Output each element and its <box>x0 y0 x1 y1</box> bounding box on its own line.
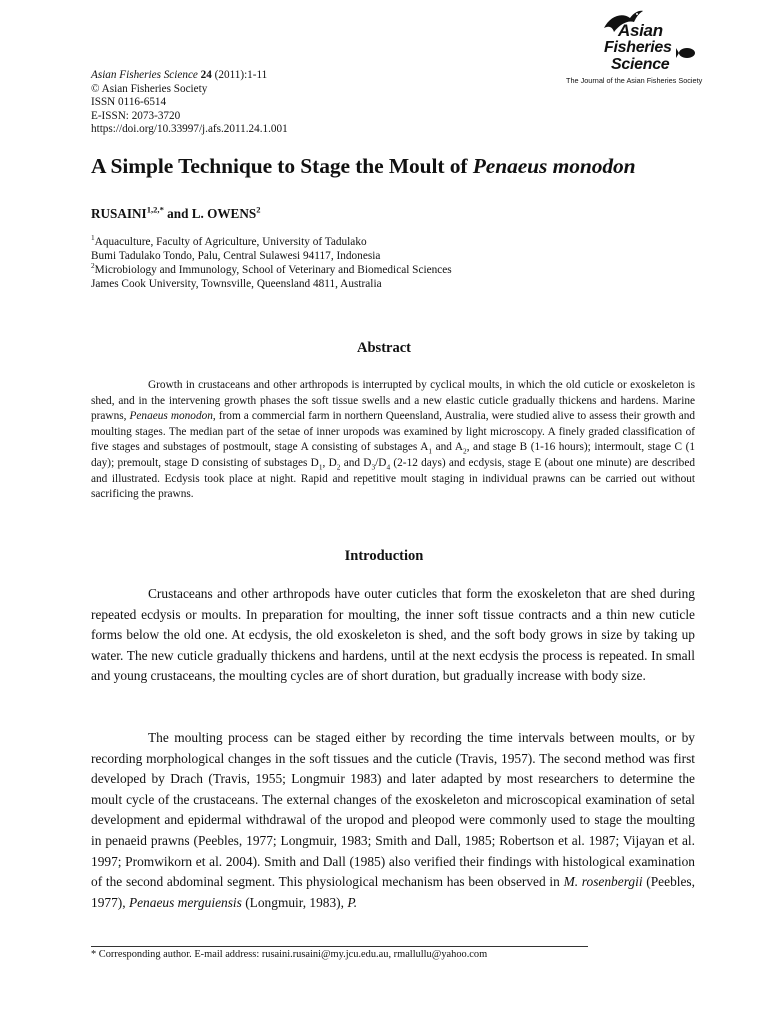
logo-tagline: The Journal of the Asian Fisheries Society <box>566 76 703 85</box>
journal-metadata <box>91 69 288 137</box>
journal-logo <box>566 8 716 90</box>
affiliation-1: $^1$Aquaculture, Faculty of Agriculture, University of Tadulako <box>91 233 367 248</box>
introduction-heading: Introduction <box>344 548 424 564</box>
affiliation-2-address: James Cook University, Townsville, Queensland 4811, Australia <box>91 278 382 290</box>
affiliation-1-address: Bumi Tadulako Tondo, Palu, Central Sulawesi 94117, Indonesia <box>91 250 381 262</box>
logo-word-asian: Asian <box>618 21 663 40</box>
fish-icon <box>676 46 698 60</box>
issn: ISSN 0116-6514 <box>91 96 167 109</box>
paper-title: A Simple Technique to Stage the Moult of Penaeus monodon <box>91 154 636 178</box>
introduction-paragraph-2: The moulting process can be staged either by recording the time intervals between moults, or by recording morphological changes in the soft tissues and the cuticle (Travis, 1957). The second method was first developed by Drach (Travis, 1955; Longmuir 1983) and later adapted by most researchers to determine the moult cycle of the crustaceans. The external changes of the exoskeleton and microscopical examination of setal development and epidermal withdrawal of the uropod and pleopod were commonly used to stage the moulting in penaeid prawns (Peebles, 1977; Longmuir, 1983; Smith and Dall, 1985; Robertson et al. 1987; Vijayan et al. 1997; Promwikorn et al. 2004). Smith and Dall (1985) also verified their findings with histological examination of the second abdominal segment. This physiological mechanism has been observed in M. rosenbergii (Peebles, 1977), Penaeus merguiensis (Longmuir, 1983), P. <box>91 730 695 910</box>
logo-word-science: Science <box>611 56 670 73</box>
doi-link[interactable]: https://doi.org/10.33997/j.afs.2011.24.1.001 <box>91 123 288 136</box>
corresponding-author-footnote: * Corresponding author. E-mail address: rusaini.rusaini@my.jcu.edu.au, rmallullu@yahoo.com <box>91 949 488 960</box>
footnote-divider <box>91 946 588 947</box>
eissn: E-ISSN: 2073-3720 <box>91 109 181 122</box>
affiliations <box>91 235 452 291</box>
affiliation-2: $^2$Microbiology and Immunology, School of Veterinary and Biomedical Sciences <box>91 261 452 276</box>
abstract-heading: Abstract <box>357 340 411 356</box>
abstract-text: Growth in crustaceans and other arthropods is interrupted by cyclical moults, in which the old cuticle or exoskeleton is shed, and in the intervening growth phases the soft tissue swells and a new elastic cuticle gradually thickens and hardens. Marine prawns, Penaeus monodon, from a commercial farm in northern Queensland, Australia, were studied alive to assess their growth and moulting stages. The median part of the setae of inner uropods was examined by light microscopy. A finely graded classification of five stages and substages of postmoult, stage A consisting of substages $A_1$ and $A_2$, and stage B (1-16 hours); intermoult, stage C (1 day); premoult, stage D consisting of substages $D_1$, $D_2$ and $D_3/D_4$ (2-12 days) and ecdysis, stage E (about one minute) are described and illustrated. Ecdysis took place at night. Rapid and repetitive moult staging in individual prawns can be carried out without sacrificing the prawns. <box>91 379 695 501</box>
society-copyright: © Asian Fisheries Society <box>91 82 208 95</box>
journal-citation: Asian Fisheries Science 24 (2011):1-11 <box>91 69 268 81</box>
authors: $RUSAINI^{1,2,*}$ and L. OWENS$^2$ <box>91 204 261 221</box>
logo-word-fisheries: Fisheries <box>604 39 672 56</box>
introduction-paragraph-1: Crustaceans and other arthropods have outer cuticles that form the exoskeleton that are shed during repeated ecdysis or moults. In preparation for moulting, the inner soft tissue contracts and a thin new cuticle forms below the old one. At ecdysis, the old exoskeleton is shed, and the soft body grows in size by taking up water. The new cuticle gradually thickens and hardens, until at the next ecdysis the process is repeated. In small and young crustaceans, the moulting cycles are of short duration, but gradually increase with body size. <box>91 586 695 684</box>
